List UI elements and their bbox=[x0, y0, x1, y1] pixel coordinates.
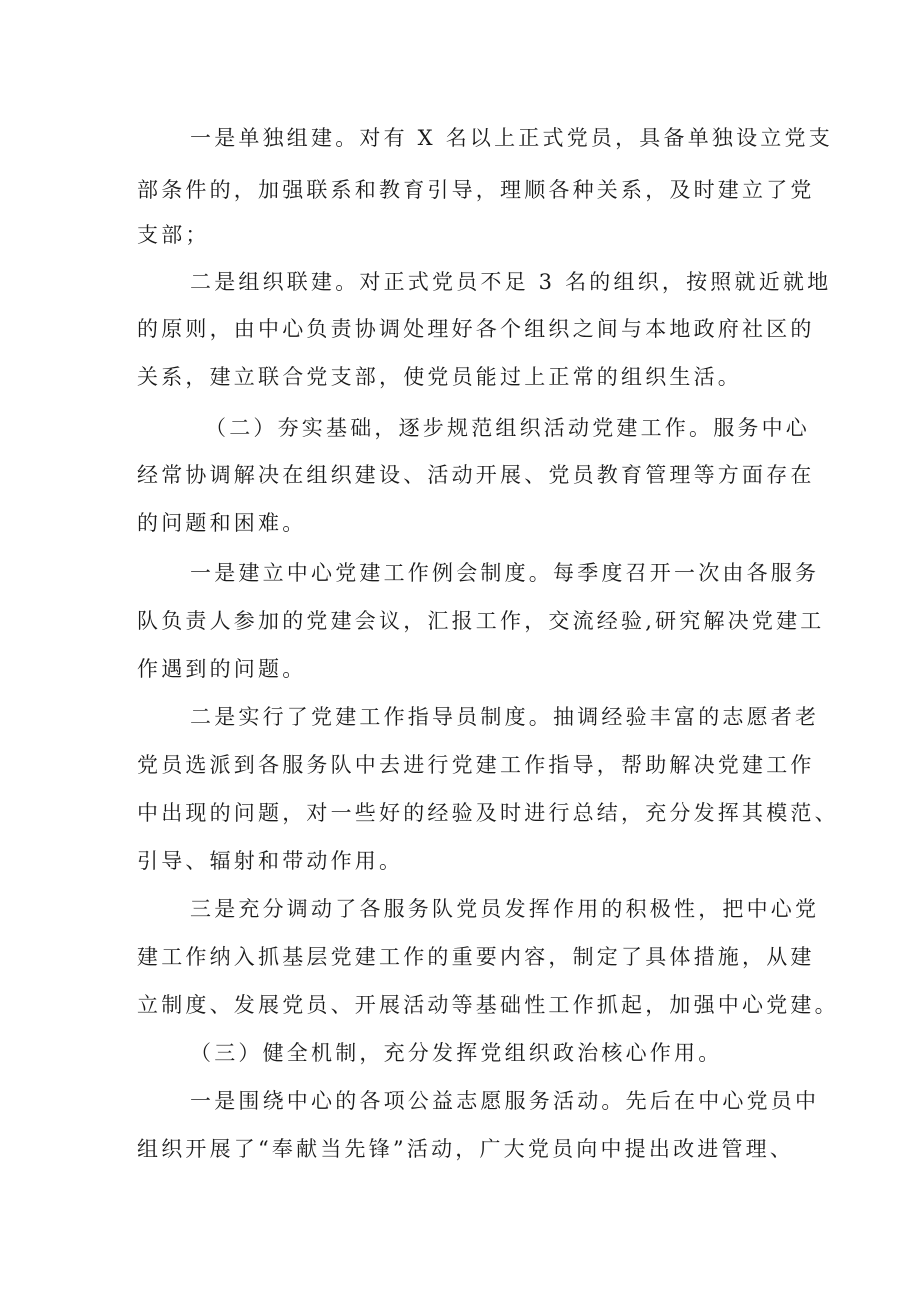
paragraph-line: 中出现的问题，对一些好的经验及时进行总结，充分发挥其模范、 bbox=[137, 801, 839, 825]
paragraph-line: 支部； bbox=[137, 223, 210, 247]
paragraph-line: 一是围绕中心的各项公益志愿服务活动。先后在中心党员中 bbox=[190, 1089, 820, 1113]
section-heading-3: （三）健全机制，充分发挥党组织政治核心作用。 bbox=[190, 1041, 723, 1065]
paragraph-line: 关系，建立联合党支部，使党员能过上正常的组织生活。 bbox=[137, 365, 742, 389]
paragraph-line: 队负责人参加的党建会议，汇报工作，交流经验,研究解决党建工 bbox=[137, 609, 825, 633]
paragraph-line: 作遇到的问题。 bbox=[137, 657, 307, 681]
paragraph-line: 经常协调解决在组织建设、活动开展、党员教育管理等方面存在 bbox=[137, 463, 815, 487]
paragraph-line: 立制度、发展党员、开展活动等基础性工作抓起，加强中心党建。 bbox=[137, 993, 839, 1017]
paragraph-line: 二是实行了党建工作指导员制度。抽调经验丰富的志愿者老 bbox=[190, 705, 820, 729]
paragraph-line: 二是组织联建。对正式党员不足 3 名的组织，按照就近就地 bbox=[190, 270, 832, 294]
paragraph-line: 部条件的，加强联系和教育引导，理顺各种关系，及时建立了党 bbox=[137, 178, 815, 202]
paragraph-line: 引导、辐射和带动作用。 bbox=[137, 849, 404, 873]
paragraph-line: 的原则，由中心负责协调处理好各个组织之间与本地政府社区的 bbox=[137, 317, 815, 341]
paragraph-line: 一是单独组建。对有 X 名以上正式党员，具备单独设立党支 bbox=[190, 126, 833, 150]
paragraph-line: 一是建立中心党建工作例会制度。每季度召开一次由各服务 bbox=[190, 561, 820, 585]
paragraph-line: 三是充分调动了各服务队党员发挥作用的积极性，把中心党 bbox=[190, 897, 820, 921]
section-heading-2: （二）夯实基础，逐步规范组织活动党建工作。服务中心 bbox=[205, 416, 810, 440]
paragraph-line: 党员选派到各服务队中去进行党建工作指导，帮助解决党建工作 bbox=[137, 753, 815, 777]
paragraph-line: 建工作纳入抓基层党建工作的重要内容，制定了具体措施，从建 bbox=[137, 945, 815, 969]
paragraph-line: 组织开展了“奉献当先锋”活动，广大党员向中提出改进管理、 bbox=[137, 1137, 795, 1161]
paragraph-line: 的问题和困难。 bbox=[137, 511, 307, 535]
